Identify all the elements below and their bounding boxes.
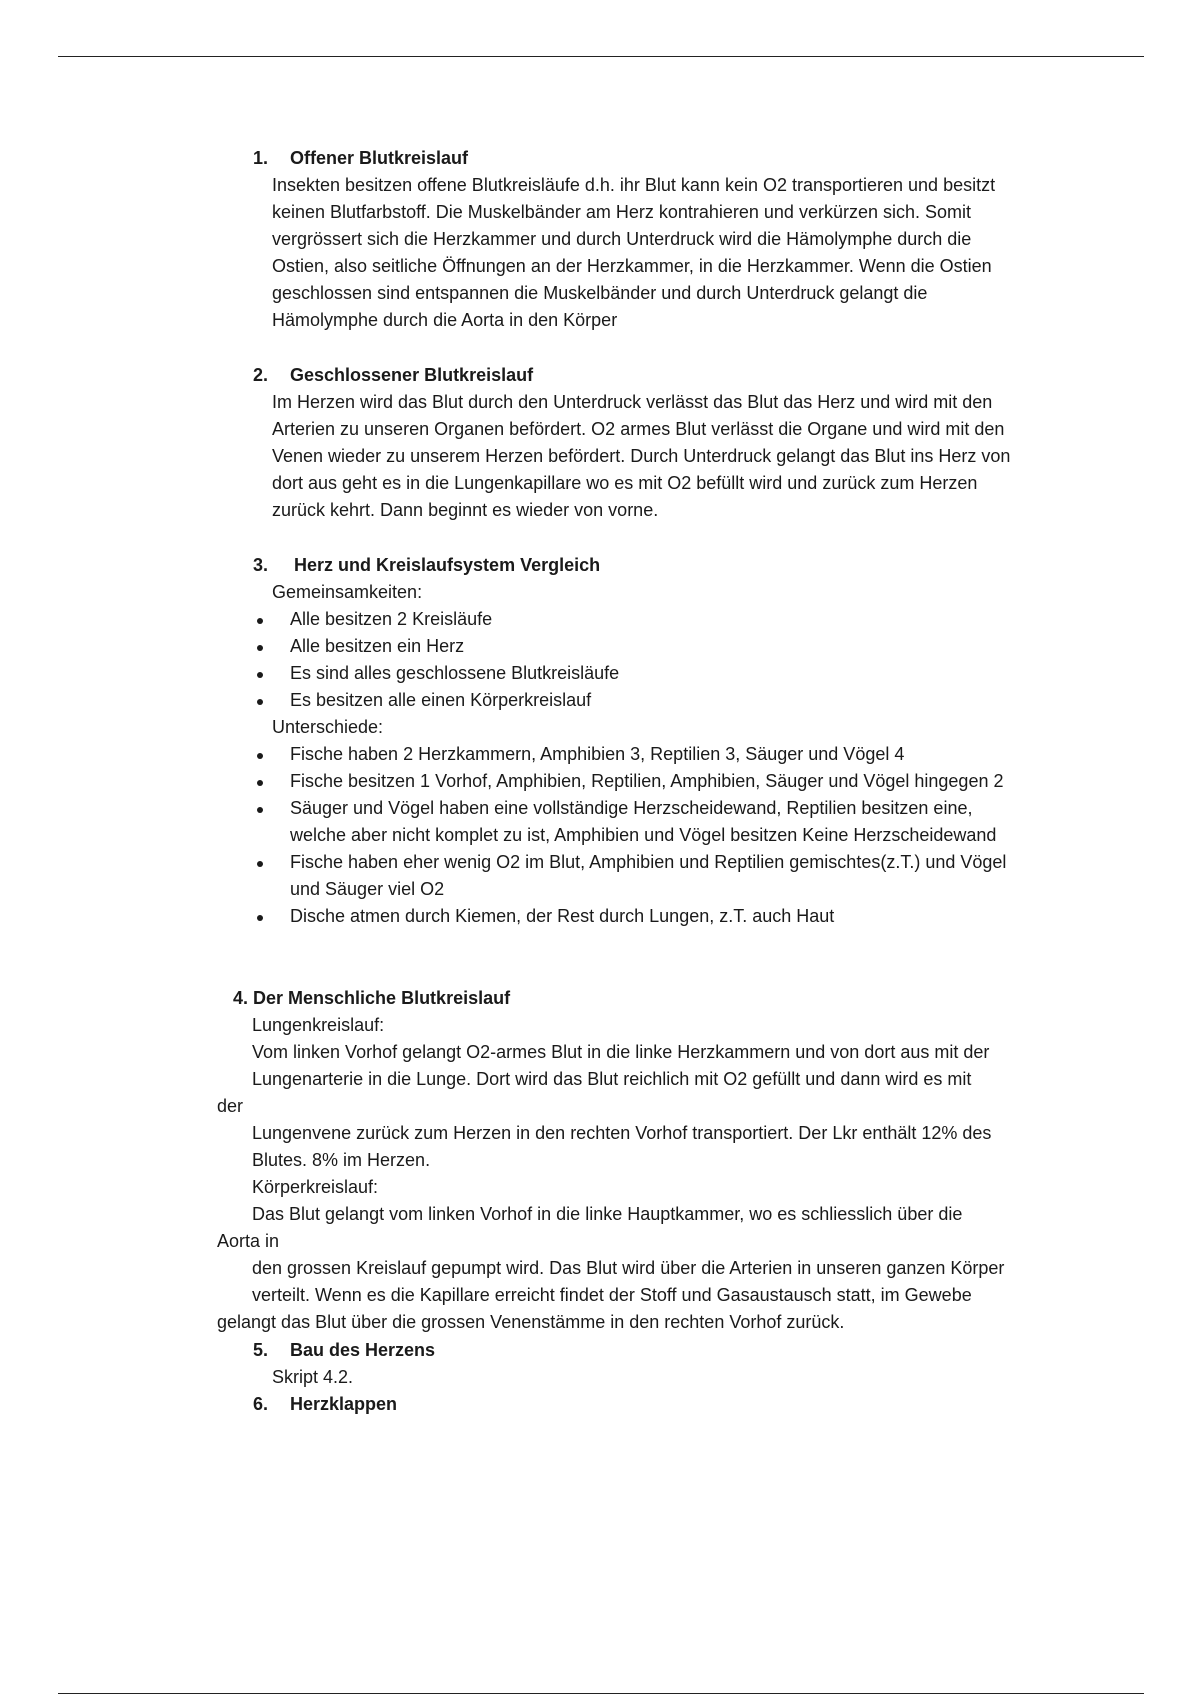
section-number: 5.	[253, 1340, 269, 1360]
list-item: Es besitzen alle einen Körperkreislauf	[290, 690, 592, 710]
list-item: Fische besitzen 1 Vorhof, Amphibien, Reptilien, Amphibien, Säuger und Vögel hingegen 2	[290, 771, 1004, 791]
text-line: Lungenvene zurück zum Herzen in den rechten Vorhof transportiert. Der Lkr enthält 12% des	[252, 1123, 992, 1143]
subheading: Körperkreislauf:	[252, 1177, 379, 1197]
list-item-continuation: und Säuger viel O2	[290, 879, 445, 899]
bullet-icon	[257, 915, 263, 921]
list-item: Alle besitzen 2 Kreisläufe	[290, 609, 493, 629]
section-title: 4. Der Menschliche Blutkreislauf	[233, 988, 511, 1008]
section-number: 2.	[253, 365, 269, 385]
subheading: Unterschiede:	[272, 717, 384, 737]
text-line: Blutes. 8% im Herzen.	[252, 1150, 431, 1170]
section-title: Geschlossener Blutkreislauf	[290, 365, 534, 385]
text-line: geschlossen sind entspannen die Muskelbänder und durch Unterdruck gelangt die	[272, 283, 928, 303]
text-line: keinen Blutfarbstoff. Die Muskelbänder am Herz kontrahieren und verkürzen sich. Somit	[272, 202, 972, 222]
text-line: Venen wieder zu unserem Herzen befördert. Durch Unterdruck gelangt das Blut ins Herz von	[272, 446, 1011, 466]
header-rule	[58, 56, 1144, 57]
text-line: Skript 4.2.	[272, 1367, 354, 1387]
bullet-icon	[257, 807, 263, 813]
text-line: den grossen Kreislauf gepumpt wird. Das Blut wird über die Arterien in unseren ganzen Körper	[252, 1258, 1005, 1278]
text-line: vergrössert sich die Herzkammer und durch Unterdruck wird die Hämolymphe durch die	[272, 229, 972, 249]
text-line: der	[217, 1096, 244, 1116]
bullet-icon	[257, 618, 263, 624]
text-line: zurück kehrt. Dann beginnt es wieder von vorne.	[272, 500, 659, 520]
text-line: gelangt das Blut über die grossen Venenstämme in den rechten Vorhof zurück.	[217, 1312, 845, 1332]
text-line: Im Herzen wird das Blut durch den Unterdruck verlässt das Blut das Herz und wird mit den	[272, 392, 993, 412]
list-item: Fische haben eher wenig O2 im Blut, Amphibien und Reptilien gemischtes(z.T.) und Vögel	[290, 852, 1007, 872]
bullet-icon	[257, 672, 263, 678]
bullet-icon	[257, 753, 263, 759]
bullet-icon	[257, 861, 263, 867]
section-title: Herzklappen	[290, 1394, 398, 1414]
list-item: Es sind alles geschlossene Blutkreisläufe	[290, 663, 620, 683]
subheading: Lungenkreislauf:	[252, 1015, 385, 1035]
subheading: Gemeinsamkeiten:	[272, 582, 423, 602]
bullet-icon	[257, 699, 263, 705]
section-title: Offener Blutkreislauf	[290, 148, 469, 168]
section-title: Bau des Herzens	[290, 1340, 436, 1360]
section-number: 1.	[253, 148, 269, 168]
text-line: verteilt. Wenn es die Kapillare erreicht findet der Stoff und Gasaustausch statt, im Gewebe	[252, 1285, 972, 1305]
bullet-icon	[257, 780, 263, 786]
text-line: Hämolymphe durch die Aorta in den Körper	[272, 310, 618, 330]
text-line: Ostien, also seitliche Öffnungen an der Herzkammer, in die Herzkammer. Wenn die Ostien	[272, 256, 992, 276]
section-number: 3.	[253, 555, 269, 575]
text-line: Insekten besitzen offene Blutkreisläufe d.h. ihr Blut kann kein O2 transportieren und besitzt	[272, 175, 996, 195]
list-item: Säuger und Vögel haben eine vollständige Herzscheidewand, Reptilien besitzen eine,	[290, 798, 973, 818]
list-item-continuation: welche aber nicht komplet zu ist, Amphibien und Vögel besitzen Keine Herzscheidewand	[290, 825, 997, 845]
list-item: Dische atmen durch Kiemen, der Rest durch Lungen, z.T. auch Haut	[290, 906, 835, 926]
text-line: Vom linken Vorhof gelangt O2-armes Blut in die linke Herzkammern und von dort aus mit der	[252, 1042, 990, 1062]
text-line: Aorta in	[217, 1231, 280, 1251]
text-line: Lungenarterie in die Lunge. Dort wird das Blut reichlich mit O2 gefüllt und dann wird es mit	[252, 1069, 972, 1089]
section-title: Herz und Kreislaufsystem Vergleich	[294, 555, 601, 575]
list-item: Alle besitzen ein Herz	[290, 636, 465, 656]
text-line: Arterien zu unseren Organen befördert. O2 armes Blut verlässt die Organe und wird mit den	[272, 419, 1005, 439]
bullet-icon	[257, 645, 263, 651]
text-line: dort aus geht es in die Lungenkapillare wo es mit O2 befüllt wird und zurück zum Herzen	[272, 473, 978, 493]
text-line: Das Blut gelangt vom linken Vorhof in die linke Hauptkammer, wo es schliesslich über die	[252, 1204, 963, 1224]
list-item: Fische haben 2 Herzkammern, Amphibien 3, Reptilien 3, Säuger und Vögel 4	[290, 744, 905, 764]
section-number: 6.	[253, 1394, 269, 1414]
footer-rule	[58, 1693, 1144, 1694]
